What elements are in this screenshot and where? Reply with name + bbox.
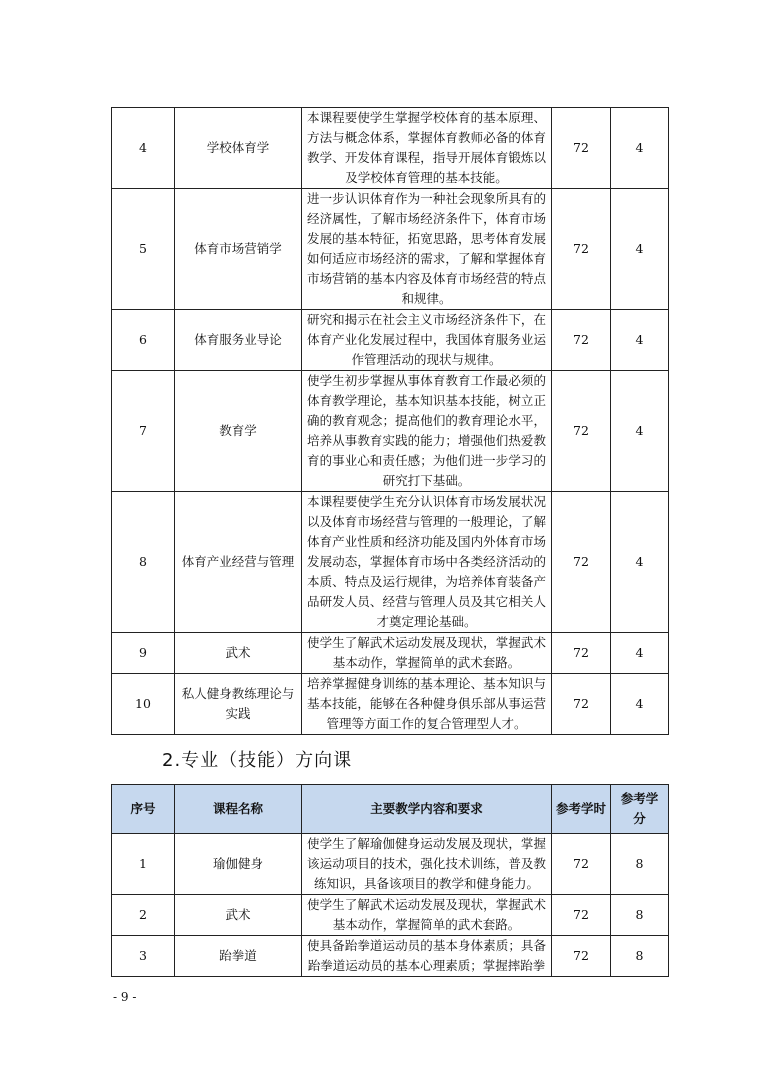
course-description: 本课程要使学生掌握学校体育的基本原理、方法与概念体系，掌握体育教师必备的体育教学、开发体育课程，指导开展体育锻炼以及学校体育管理的基本技能。 [302, 108, 552, 189]
course-hours: 72 [552, 371, 611, 492]
header-hours: 参考学时 [552, 785, 611, 834]
course-name: 体育产业经营与管理 [175, 492, 302, 633]
course-name: 瑜伽健身 [175, 834, 302, 895]
table-row [112, 492, 669, 633]
course-hours: 72 [552, 189, 611, 310]
course-name: 体育服务业导论 [175, 310, 302, 371]
course-description: 使学生了解武术运动发展及现状，掌握武术基本动作，掌握简单的武术套路。 [302, 633, 552, 674]
header-number: 序号 [112, 785, 175, 834]
row-number: 10 [112, 674, 175, 735]
course-credits: 4 [611, 633, 669, 674]
course-credits: 4 [611, 108, 669, 189]
course-credits: 8 [611, 895, 669, 936]
course-name: 武术 [175, 633, 302, 674]
row-number: 5 [112, 189, 175, 310]
table-row [112, 834, 669, 895]
course-hours: 72 [552, 492, 611, 633]
course-description: 培养掌握健身训练的基本理论、基本知识与基本技能，能够在各种健身俱乐部从事运营管理等方面工作的复合管理型人才。 [302, 674, 552, 735]
course-credits: 4 [611, 189, 669, 310]
course-name: 私人健身教练理论与实践 [175, 674, 302, 735]
course-hours: 72 [552, 108, 611, 189]
row-number: 4 [112, 108, 175, 189]
page-number: - 9 - [113, 990, 137, 1004]
table-header-row [112, 785, 669, 834]
course-description: 本课程要使学生充分认识体育市场发展状况以及体育市场经营与管理的一般理论，了解体育产业性质和经济功能及国内外体育市场发展动态，掌握体育市场中各类经济活动的本质、特点及运行规律，为培养体育装备产品研发人员、经营与管理人员及其它相关人才奠定理论基础。 [302, 492, 552, 633]
course-table-continued [111, 107, 669, 735]
course-name: 武术 [175, 895, 302, 936]
table-row [112, 371, 669, 492]
course-name: 学校体育学 [175, 108, 302, 189]
course-hours: 72 [552, 633, 611, 674]
row-number: 3 [112, 936, 175, 977]
row-number: 9 [112, 633, 175, 674]
course-name: 跆拳道 [175, 936, 302, 977]
table-row [112, 633, 669, 674]
course-hours: 72 [552, 674, 611, 735]
course-description: 研究和揭示在社会主义市场经济条件下，在体育产业化发展过程中，我国体育服务业运作管理活动的现状与规律。 [302, 310, 552, 371]
header-credits: 参考学分 [611, 785, 669, 834]
course-credits: 8 [611, 936, 669, 977]
course-description: 使具备跆拳道运动员的基本身体素质；具备跆拳道运动员的基本心理素质；掌握摔跆拳 [302, 936, 552, 977]
course-description: 使学生了解瑜伽健身运动发展及现状，掌握该运动项目的技术，强化技术训练，普及教练知识，具备该项目的教学和健身能力。 [302, 834, 552, 895]
table-row [112, 189, 669, 310]
course-credits: 4 [611, 371, 669, 492]
row-number: 1 [112, 834, 175, 895]
course-credits: 8 [611, 834, 669, 895]
course-name: 体育市场营销学 [175, 189, 302, 310]
table-row [112, 108, 669, 189]
header-description: 主要教学内容和要求 [302, 785, 552, 834]
course-hours: 72 [552, 936, 611, 977]
row-number: 7 [112, 371, 175, 492]
course-description: 使学生了解武术运动发展及现状，掌握武术基本动作，掌握简单的武术套路。 [302, 895, 552, 936]
table-row [112, 674, 669, 735]
course-credits: 4 [611, 310, 669, 371]
row-number: 8 [112, 492, 175, 633]
course-name: 教育学 [175, 371, 302, 492]
section-heading: 2.专业（技能）方向课 [162, 750, 353, 771]
table-row [112, 895, 669, 936]
row-number: 2 [112, 895, 175, 936]
course-hours: 72 [552, 310, 611, 371]
row-number: 6 [112, 310, 175, 371]
course-credits: 4 [611, 674, 669, 735]
table-row [112, 310, 669, 371]
course-description: 使学生初步掌握从事体育教育工作最必须的体育教学理论，基本知识基本技能，树立正确的教育观念；提高他们的教育理论水平，培养从事教育实践的能力；增强他们热爱教育的事业心和责任感；为他们进一步学习的研究打下基础。 [302, 371, 552, 492]
course-description: 进一步认识体育作为一种社会现象所具有的经济属性，了解市场经济条件下，体育市场发展的基本特征，拓宽思路，思考体育发展如何适应市场经济的需求，了解和掌握体育市场营销的基本内容及体育市场经营的特点和规律。 [302, 189, 552, 310]
course-hours: 72 [552, 834, 611, 895]
course-credits: 4 [611, 492, 669, 633]
table-row [112, 936, 669, 977]
course-hours: 72 [552, 895, 611, 936]
header-course-name: 课程名称 [175, 785, 302, 834]
direction-course-table [111, 784, 669, 977]
